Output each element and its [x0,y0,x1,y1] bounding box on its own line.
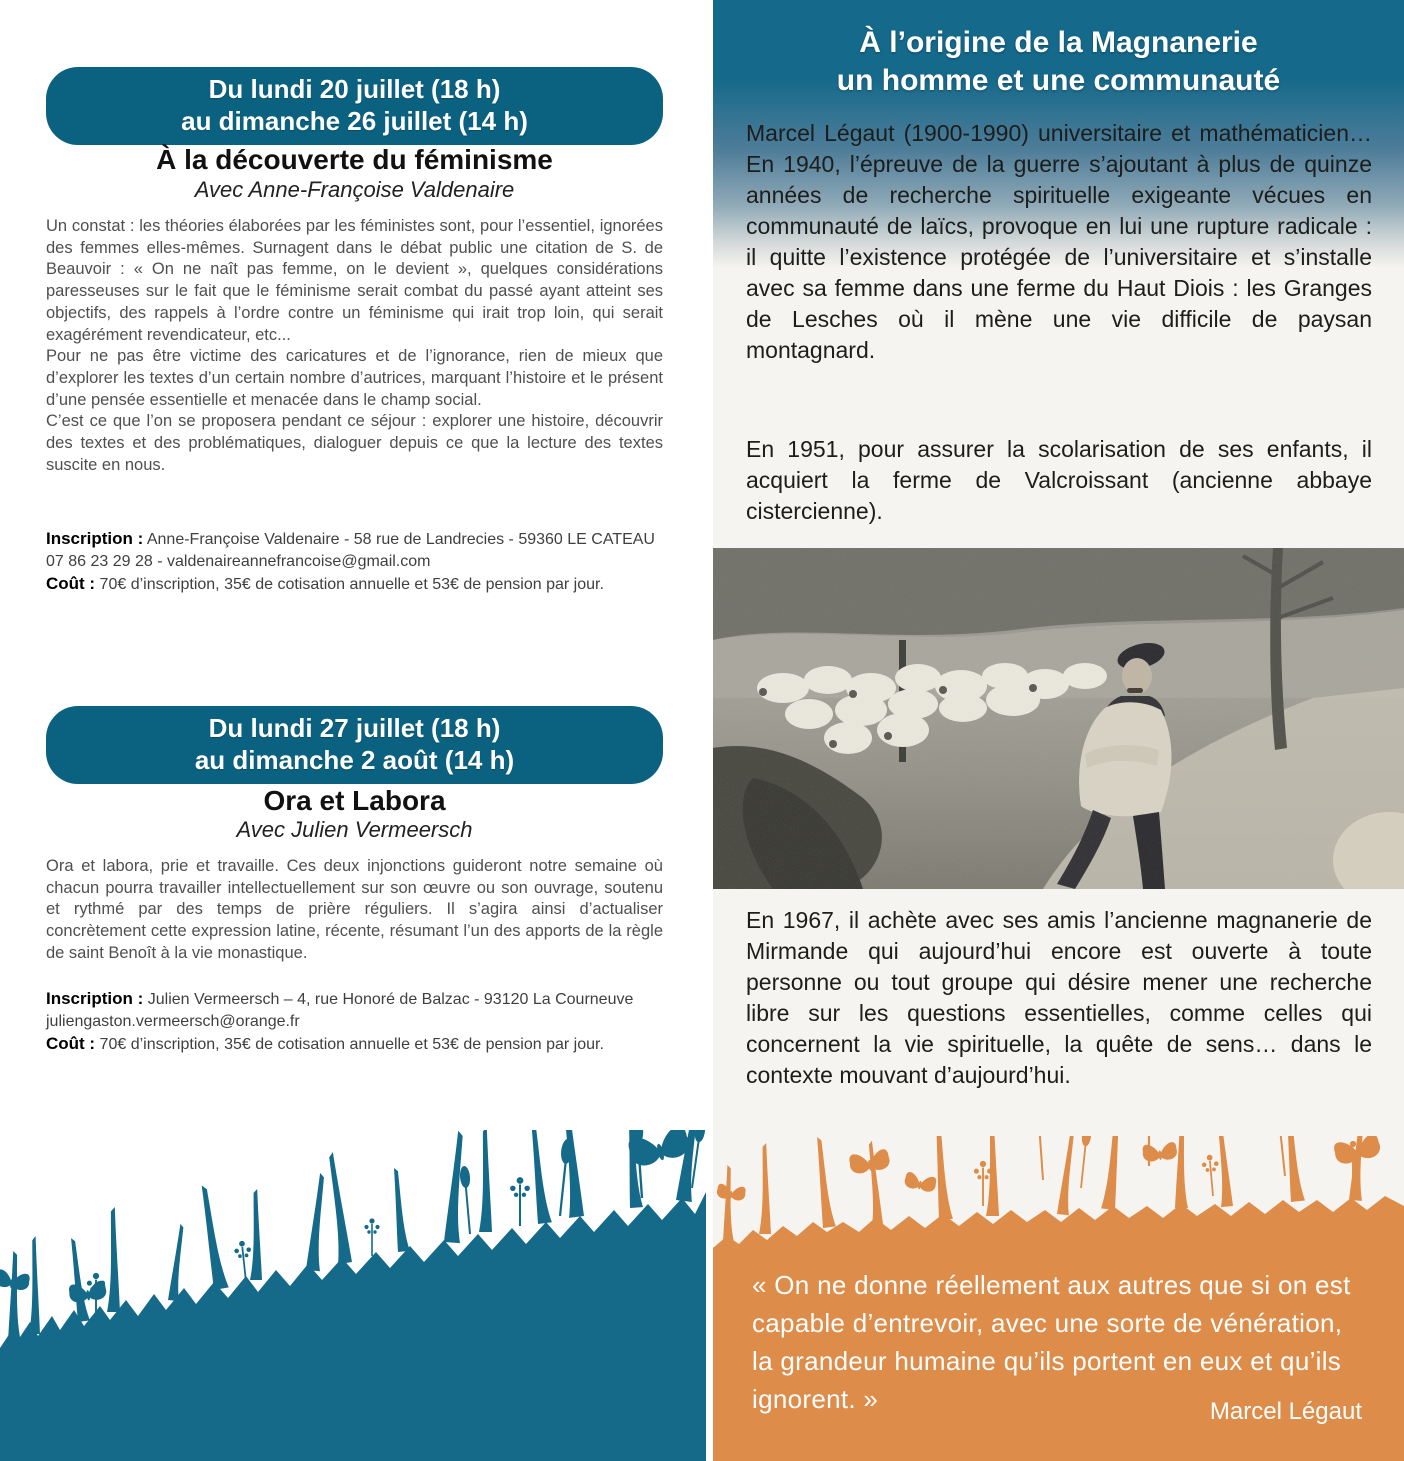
session2-date-line2: au dimanche 2 août (14 h) [194,745,515,775]
session2-cost-value: 70€ d’inscription, 35€ de cotisation annuelle et 53€ de pension par jour. [99,1036,604,1053]
session2-inscription-contact: Julien Vermeersch – 4, rue Honoré de Balzac - 93120 La Courneuve [147,991,634,1008]
session1-description [46,216,663,476]
inscription-label: Inscription : [46,529,144,548]
session1-paragraph: C’est ce que l’on se proposera pendant ce séjour : explorer une histoire, découvrir des textes et des problématiques, dialoguer depuis ce que la lecture des textes suscite en nous. [46,412,663,474]
session1-paragraph: Pour ne pas être victime des caricatures et de l’ignorance, rien de mieux que d’explorer les textes d’un certain nombre d’autrices, marquant l’histoire et le présent d’une pensée essentielle et menacée dans le champ social. [46,347,663,409]
session1-facilitator: Avec Anne-Françoise Valdenaire [194,177,515,202]
session2-cost-line [46,1033,663,1056]
meadow-grass-silhouette-teal [0,1130,706,1461]
session1-date-line2: au dimanche 26 juillet (14 h) [181,106,528,136]
session1-inscription-contact: Anne-Françoise Valdenaire - 58 rue de Landrecies - 59360 LE CATEAU [146,531,655,548]
session2-date-banner [46,706,663,784]
session1-inscription-line [46,528,663,551]
session2-title: Ora et Labora [263,785,446,816]
session2-date-line1: Du lundi 27 juillet (18 h) [208,713,501,743]
session1-contact-line: 07 86 23 29 28 - valdenaireannefrancoise@gmail.com [46,553,431,570]
legaut-quote: « On ne donne réellement aux autres que si on est capable d’entrevoir, avec une sorte de vénération, la grandeur humaine qu’ils portent en eux et qu’ils ignorent. » [752,1270,1351,1414]
bio-paragraph-1940: Marcel Légaut (1900-1990) universitaire et mathématicien… En 1940, l’épreuve de la guerre s’ajoutant à plus de quinze années de recherche spirituelle exigeante vécues en communauté de laïcs, provoque en lui une rupture radicale : il quitte l’existence protégée de l’universitaire et s’installe avec sa femme dans une ferme du Haut Diois : les Granges de Lesches où il mène une vie difficile de paysan montagnard. [746,120,1372,363]
butterfly-icon [716,1183,746,1201]
right-title [730,24,1387,100]
right-title-line1: À l’origine de la Magnanerie [859,26,1258,59]
cost-label: Coût : [46,574,96,593]
session2-registration [46,988,663,1056]
cost-label: Coût : [46,1034,96,1053]
session1-date-banner [46,67,663,145]
session2-facilitator: Avec Julien Vermeersch [236,817,473,842]
session1-cost-value: 70€ d’inscription, 35€ de cotisation annuelle et 53€ de pension par jour. [99,576,604,593]
session2-description [46,856,663,965]
meadow-grass-silhouette-orange [713,1136,1404,1262]
session2-inscription-line [46,988,663,1011]
grass-shapes [0,1130,706,1461]
quote-author: Marcel Légaut [1209,1398,1362,1425]
butterfly-icon [1142,1142,1178,1163]
grass-shapes [713,1136,1404,1262]
session1-title: À la découverte du féminisme [156,144,553,175]
session1-cost-line [46,573,663,596]
photo-marcel-legaut-with-sheep [713,548,1404,889]
session1-registration [46,528,663,596]
right-title-line2: un homme et une communauté [836,64,1281,97]
inscription-label: Inscription : [46,989,144,1008]
butterfly-icon [903,1171,937,1193]
bio-paragraph-1951: En 1951, pour assurer la scolarisation de ses enfants, il acquiert la ferme de Valcroissant (ancienne abbaye cistercienne). [746,436,1372,524]
session1-paragraph: Un constat : les théories élaborées par les féministes sont, pour l’essentiel, ignorées des femmes elles-mêmes. Surnagent dans le débat public une citation de S. de Beauvoir : « On ne naît pas femme, on le devient », quelques considérations paresseuses sur le fait que le féminisme serait combat du passé ayant atteint ses objectifs, des rappels à l’ordre contre un féminisme qui irait trop loin, qui serait exagérément revendicateur, etc... [46,217,663,344]
session2-contact-line: juliengaston.vermeersch@orange.fr [46,1013,300,1030]
session2-paragraph: Ora et labora, prie et travaille. Ces deux injonctions guideront notre semaine où chacun pourra travailler intellectuellement sur son œuvre ou son ouvrage, soutenu et rythmé par des temps de prière réguliers. Il s’agira ainsi d’actualiser concrètement cette expression latine, récente, résumant l’un des apports de la règle de saint Benoît à la vie monastique. [46,857,663,962]
bio-paragraph-1967: En 1967, il achète avec ses amis l’ancienne magnanerie de Mirmande qui aujourd’hui encore est ouverte à toute personne ou tout groupe qui désire mener une recherche libre sur les questions essentielles, comme celles qui concernent la vie spirituelle, la quête de sens… dans le contexte mouvant d’aujourd’hui. [746,907,1372,1088]
session1-date-line1: Du lundi 20 juillet (18 h) [208,74,501,104]
film-grain [713,548,1404,889]
